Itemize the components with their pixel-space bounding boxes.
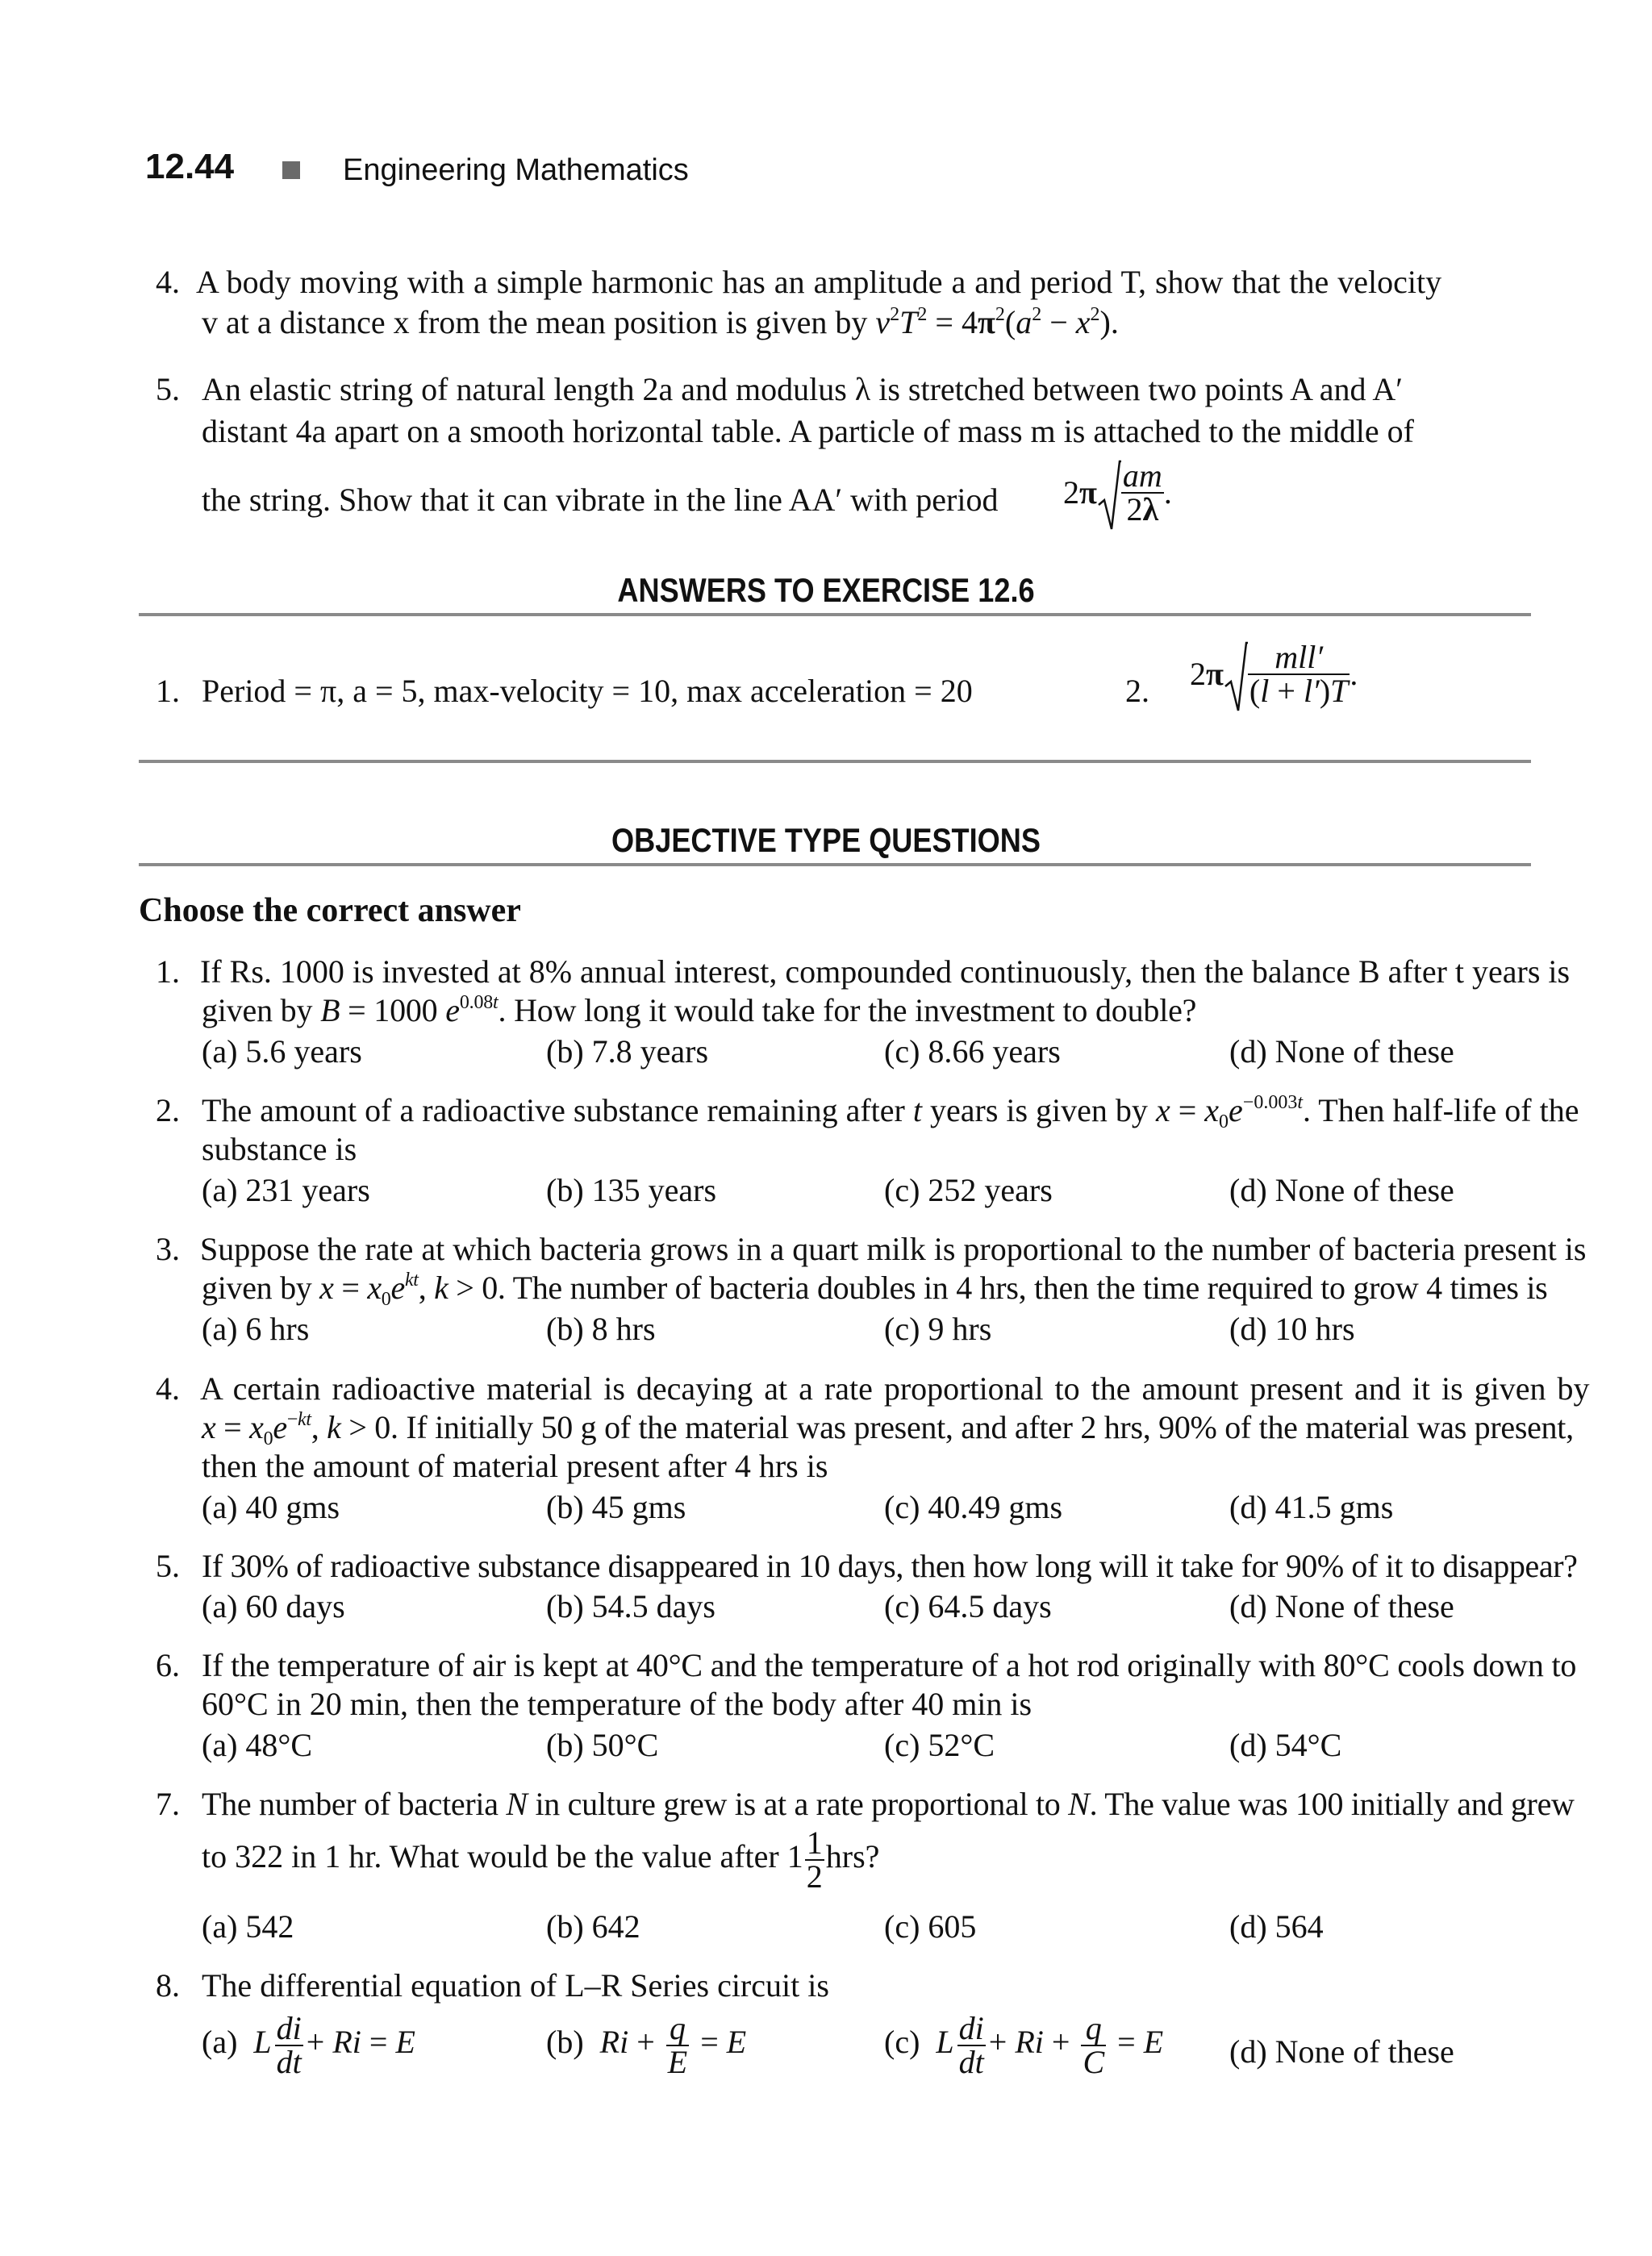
exercise-q4-line2-text: v at a distance x from the mean position is given by (202, 304, 868, 340)
question-2-option-d[interactable]: (d) None of these (1229, 1172, 1454, 1208)
question-2-line1: The amount of a radioactive substance remaining after t years is given by $x = x_0e^{-0.003t}$. Then half-life of the (202, 1092, 1579, 1132)
answer-1-number: 1. (156, 673, 180, 709)
question-3-option-a[interactable]: (a) 6 hrs (202, 1311, 310, 1347)
question-1-line1: If Rs. 1000 is invested at 8% annual interest, compounded continuously, then the balance B after t years is (200, 953, 1571, 990)
question-5-option-a[interactable]: (a) 60 days (202, 1588, 345, 1624)
question-2-option-c[interactable]: (c) 252 years (884, 1172, 1053, 1208)
question-1-option-a[interactable]: (a) 5.6 years (202, 1033, 362, 1070)
question-7-option-b[interactable]: (b) 642 (546, 1908, 640, 1945)
question-3-option-b[interactable]: (b) 8 hrs (546, 1311, 656, 1347)
question-4-line1: A certain radioactive material is decaying at a rate proportional to the amount present and it is given by (200, 1370, 1590, 1407)
question-1-line2: given by B = 1000 $e^{0.08t}$. How long it would take for the investment to double? (202, 992, 1197, 1028)
question-7-line2: to 322 in 1 hr. What would be the value after 1 $\frac{1}{2}$ hrs? (202, 1824, 880, 1895)
exercise-q4-line2 (202, 302, 1119, 343)
question-6-line1: If the temperature of air is kept at 40°C and the temperature of a hot rod originally with 80°C cools down to (202, 1647, 1577, 1683)
question-3-line1: Suppose the rate at which bacteria grows in a quart milk is proportional to the number of bacteria present is (200, 1231, 1587, 1267)
exercise-q5-period-formula: 2π $\frac{am}{2\lambda}$ . (1063, 457, 1172, 528)
question-6-number: 6. (156, 1647, 180, 1683)
question-1-option-c[interactable]: (c) 8.66 years (884, 1033, 1061, 1070)
question-8-option-d[interactable]: (d) None of these (1229, 2033, 1454, 2070)
question-1-option-d[interactable]: (d) None of these (1229, 1033, 1454, 1070)
question-5-option-c[interactable]: (c) 64.5 days (884, 1588, 1052, 1624)
question-4-line2: $x = x_0e^{-kt}$, k > 0. If initially 50 g of the material was present, and after 2 hrs, 90% of the material was present, (202, 1409, 1574, 1449)
question-4-option-a[interactable]: (a) 40 gms (202, 1489, 340, 1525)
question-6-option-d[interactable]: (d) 54°C (1229, 1727, 1342, 1763)
page-number: 12.44 (145, 147, 235, 186)
answers-top-rule (139, 613, 1531, 616)
question-6-option-a[interactable]: (a) 48°C (202, 1727, 313, 1763)
question-3-option-d[interactable]: (d) 10 hrs (1229, 1311, 1355, 1347)
question-1-number: 1. (156, 953, 180, 990)
question-1-option-b[interactable]: (b) 7.8 years (546, 1033, 709, 1070)
question-7-line1: The number of bacteria N in culture grew is at a rate proportional to N. The value was 100 initially and grew (202, 1786, 1575, 1822)
question-5-option-d[interactable]: (d) None of these (1229, 1588, 1454, 1624)
question-4-option-b[interactable]: (b) 45 gms (546, 1489, 686, 1525)
question-3-line2: given by $x = x_0e^{kt}$, k > 0. The number of bacteria doubles in 4 hrs, then the time required to grow 4 times is (202, 1270, 1548, 1310)
question-2-option-a[interactable]: (a) 231 years (202, 1172, 370, 1208)
answer-1-text: Period = π, a = 5, max-velocity = 10, max acceleration = 20 (202, 673, 973, 709)
question-6-option-c[interactable]: (c) 52°C (884, 1727, 995, 1763)
question-6-option-b[interactable]: (b) 50°C (546, 1727, 659, 1763)
objective-rule (139, 863, 1531, 866)
question-6-line2: 60°C in 20 min, then the temperature of the body after 40 min is (202, 1686, 1032, 1722)
exercise-q4-number: 4. (156, 264, 180, 300)
question-7-option-d[interactable]: (d) 564 (1229, 1908, 1324, 1945)
question-7-number: 7. (156, 1786, 180, 1822)
answer-2-formula: 2π $\frac{\text{mll′}}{(l + l')T}$ . (1190, 639, 1358, 709)
book-title: Engineering Mathematics (343, 153, 689, 187)
question-8-option-a[interactable]: (a) L $\frac{di}{dt}$ + Ri = E (202, 2010, 415, 2080)
answers-heading: ANSWERS TO EXERCISE 12.6 (617, 571, 1035, 609)
question-5-line1: If 30% of radioactive substance disappeared in 10 days, then how long will it take for 90% of it to disappear? (202, 1548, 1578, 1584)
question-5-number: 5. (156, 1548, 180, 1584)
question-8-option-b[interactable]: (b) Ri + $\frac{q}{E}$ = E (546, 2010, 747, 2080)
objective-subheading: Choose the correct answer (139, 892, 521, 929)
question-3-number: 3. (156, 1231, 180, 1267)
question-2-number: 2. (156, 1092, 180, 1128)
question-7-option-c[interactable]: (c) 605 (884, 1908, 977, 1945)
answers-bottom-rule (139, 760, 1531, 763)
question-2-line2: substance is (202, 1131, 357, 1167)
exercise-q5-line2: distant 4a apart on a smooth horizontal table. A particle of mass m is attached to the middle of (202, 413, 1414, 449)
question-8-line1: The differential equation of L–R Series circuit is (202, 1967, 829, 2004)
exercise-q5-line3: the string. Show that it can vibrate in the line AA′ with period (202, 482, 999, 518)
exercise-q4-formula: $v^2T^2 = 4\pi^2(a^2 - x^2)$. (875, 304, 1119, 340)
exercise-q5-line1: An elastic string of natural length 2a and modulus λ is stretched between two points A and A′ (202, 371, 1403, 407)
question-8-number: 8. (156, 1967, 180, 2004)
question-7-option-a[interactable]: (a) 542 (202, 1908, 294, 1945)
answer-2-number: 2. (1125, 673, 1149, 709)
question-4-line3: then the amount of material present after 4 hrs is (202, 1448, 828, 1484)
question-5-option-b[interactable]: (b) 54.5 days (546, 1588, 715, 1624)
header-square-icon (282, 161, 300, 179)
question-8-option-c[interactable]: (c) L $\frac{di}{dt}$ + Ri + $\frac{q}{C}$ = E (884, 2010, 1164, 2080)
question-4-option-c[interactable]: (c) 40.49 gms (884, 1489, 1063, 1525)
exercise-q5-number: 5. (156, 371, 180, 407)
question-4-number: 4. (156, 1370, 180, 1407)
question-4-option-d[interactable]: (d) 41.5 gms (1229, 1489, 1394, 1525)
question-2-option-b[interactable]: (b) 135 years (546, 1172, 717, 1208)
objective-heading: OBJECTIVE TYPE QUESTIONS (611, 821, 1041, 859)
question-3-option-c[interactable]: (c) 9 hrs (884, 1311, 992, 1347)
exercise-q4-line1: A body moving with a simple harmonic has an amplitude a and period T, show that the velocity (196, 264, 1442, 300)
